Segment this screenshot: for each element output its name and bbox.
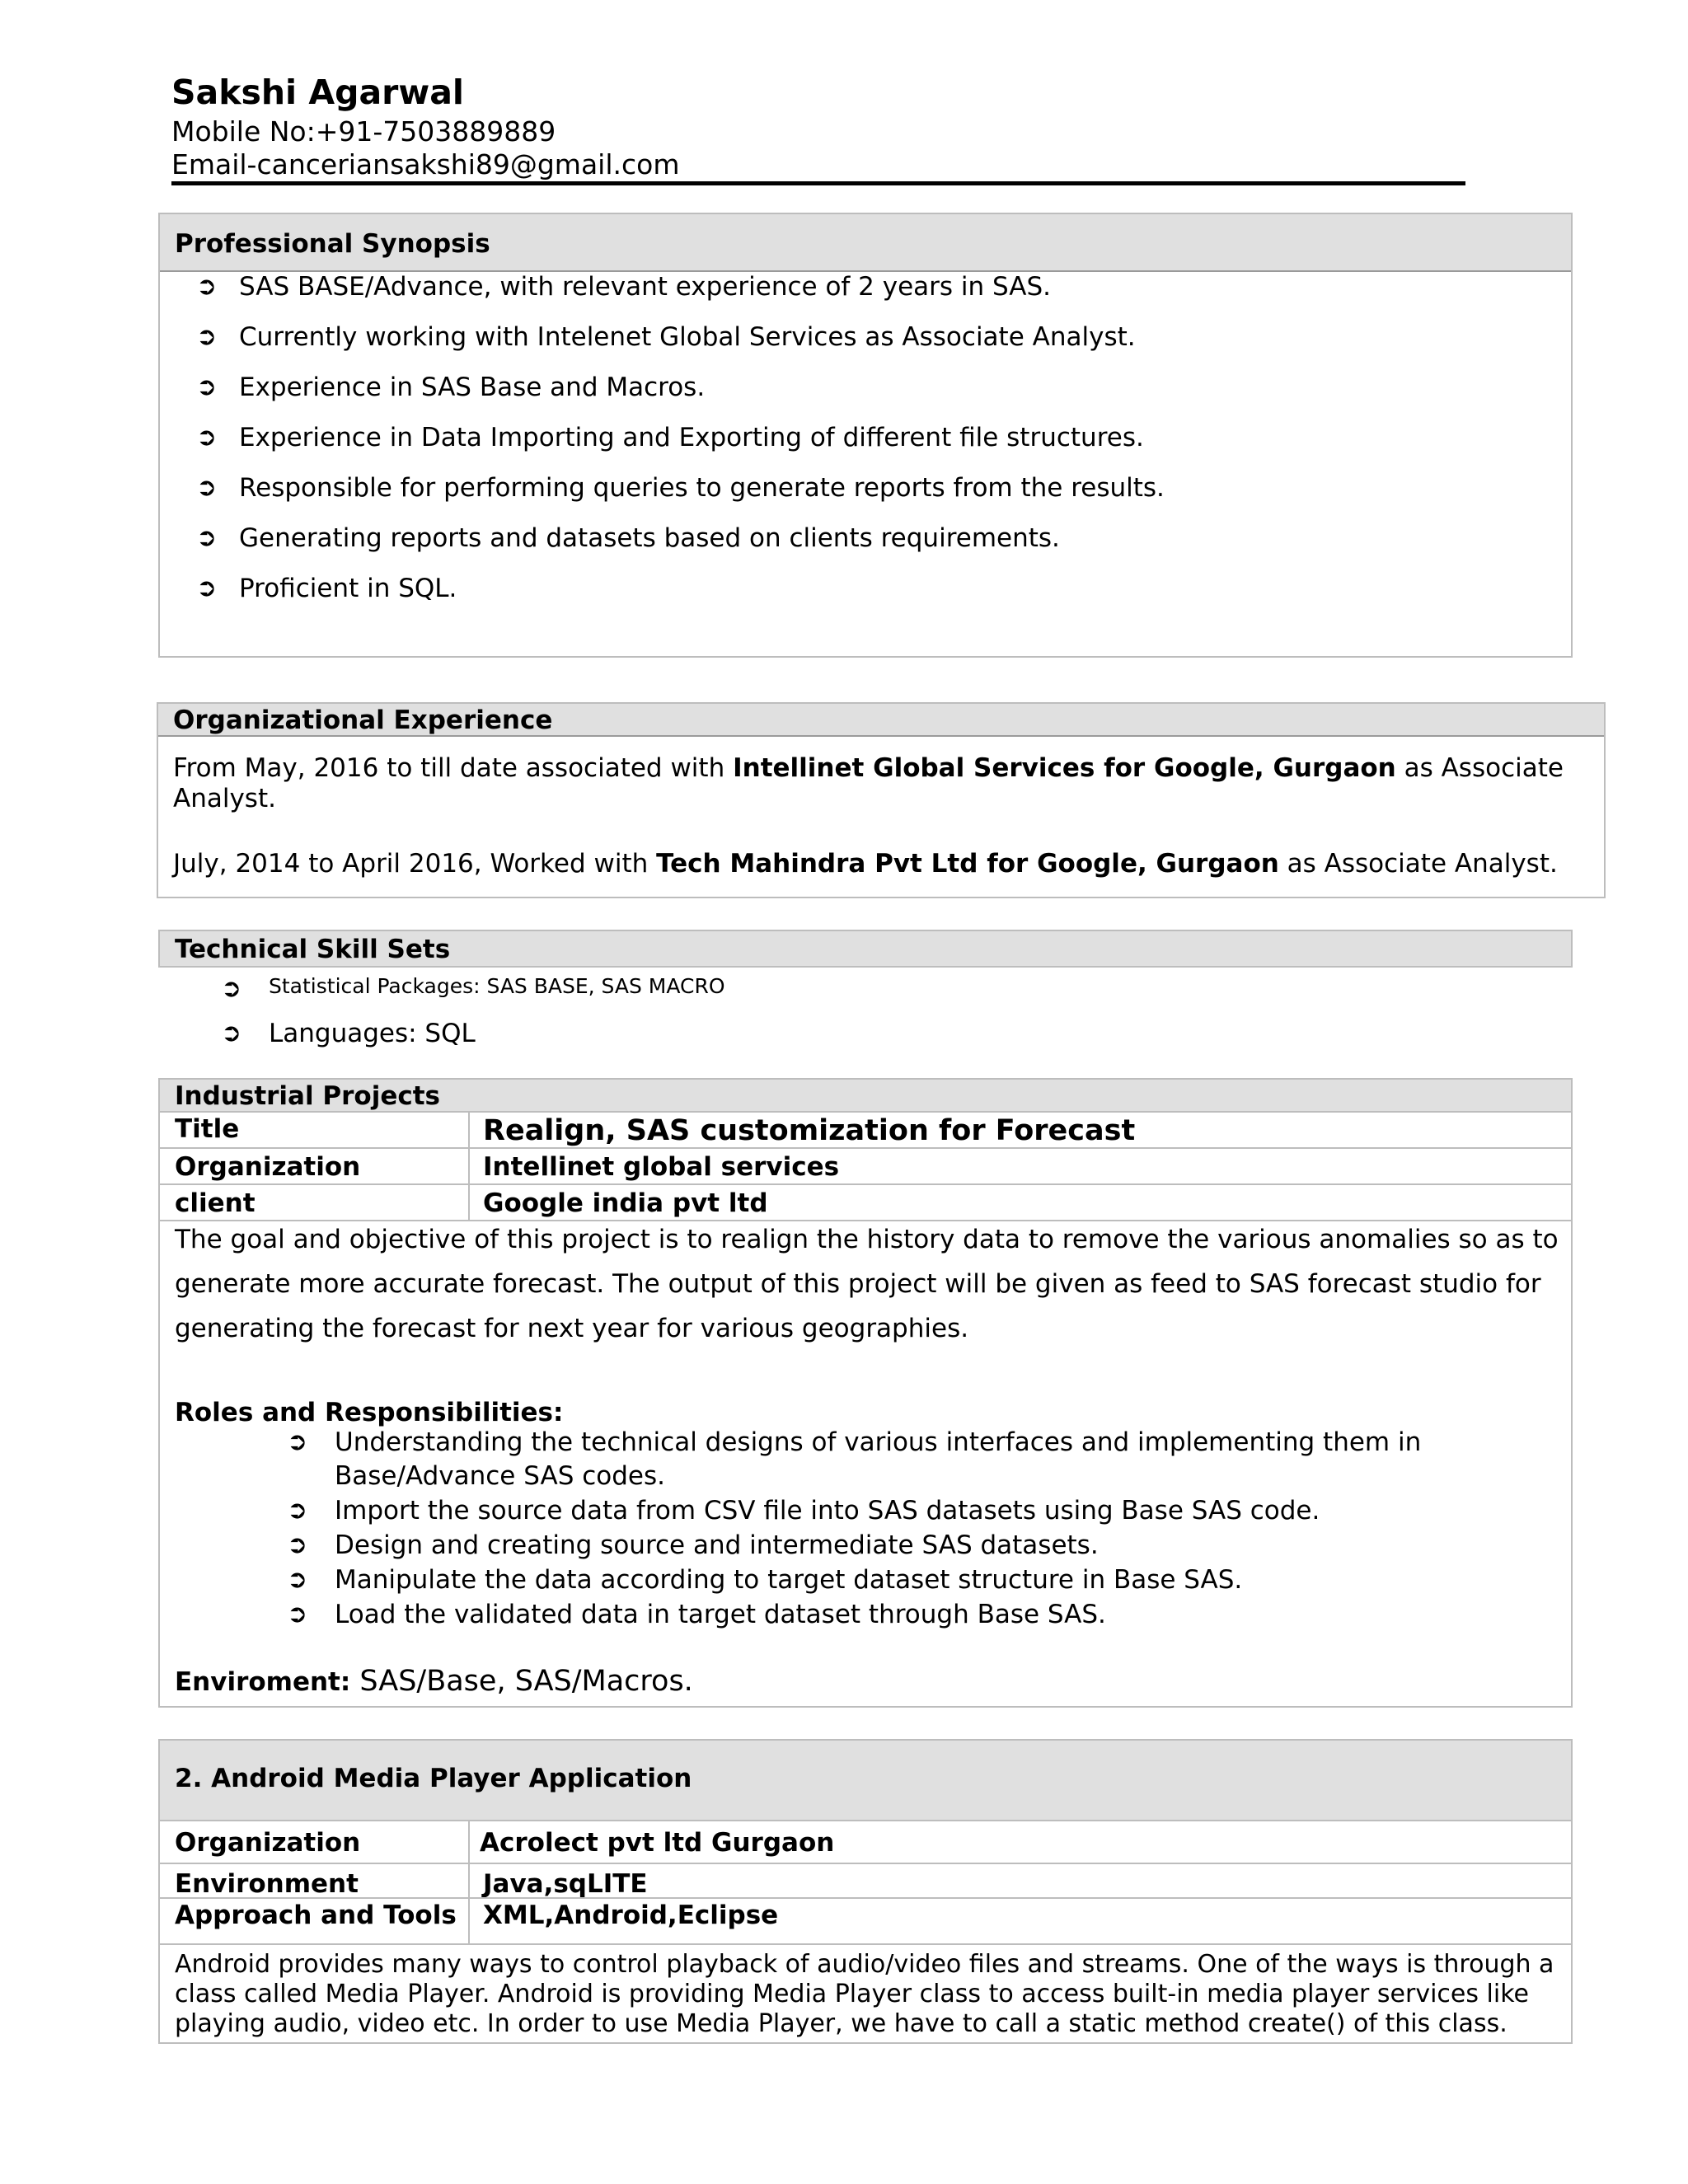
project-client-row: client Google india pvt ltd: [160, 1183, 1571, 1220]
synopsis-heading: Professional Synopsis: [175, 229, 490, 259]
arrow-bullet-icon: ➲: [221, 1019, 242, 1047]
environment-line: Enviroment: SAS/Base, SAS/Macros.: [175, 1665, 693, 1698]
arrow-bullet-icon: ➲: [196, 322, 218, 351]
experience-heading: Organizational Experience: [173, 705, 553, 735]
candidate-name: Sakshi Agarwal: [171, 73, 464, 112]
synopsis-item: ➲ SAS BASE/Advance, with relevant experience of 2 years in SAS.: [196, 272, 1052, 302]
roles-heading: Roles and Responsibilities:: [175, 1398, 564, 1427]
synopsis-item: ➲ Experience in SAS Base and Macros.: [196, 373, 706, 402]
role-item: ➲ Load the validated data in target dataset through Base SAS.: [287, 1600, 1106, 1629]
skill-item: ➲ Languages: SQL: [221, 1019, 476, 1048]
synopsis-section: [158, 213, 1573, 658]
project-title: Realign, SAS customization for Forecast: [483, 1114, 1136, 1147]
project-details: [160, 1220, 1571, 1706]
role-item-cont: Base/Advance SAS codes.: [335, 1461, 665, 1491]
project-2-desc-line: class called Media Player. Android is providing Media Player class to access built-in media player services like: [175, 1980, 1529, 2008]
role-item: ➲ Import the source data from CSV file into SAS datasets using Base SAS code.: [287, 1496, 1320, 1526]
arrow-bullet-icon: ➲: [287, 1565, 308, 1594]
header-divider: [171, 181, 1465, 185]
arrow-bullet-icon: ➲: [196, 574, 218, 602]
role-item: ➲ Understanding the technical designs of various interfaces and implementing them in: [287, 1427, 1422, 1457]
synopsis-item: ➲ Currently working with Intelenet Global Services as Associate Analyst.: [196, 322, 1136, 352]
projects-heading-bar: [160, 1080, 1571, 1111]
project-desc-line: The goal and objective of this project is to realign the history data to remove the various anomalies so as to: [175, 1225, 1559, 1254]
synopsis-item: ➲ Responsible for performing queries to generate reports from the results.: [196, 473, 1165, 503]
project-2-desc: [160, 1943, 1571, 2042]
synopsis-heading-bar: [160, 214, 1571, 272]
project-1-section: [158, 1078, 1573, 1708]
arrow-bullet-icon: ➲: [196, 473, 218, 502]
project-desc-line: generate more accurate forecast. The output of this project will be given as feed to SAS forecast studio for: [175, 1269, 1541, 1299]
project-2-tools-row: Approach and Tools XML,Android,Eclipse: [160, 1897, 1571, 1943]
role-item: ➲ Manipulate the data according to target dataset structure in Base SAS.: [287, 1565, 1243, 1595]
arrow-bullet-icon: ➲: [287, 1427, 308, 1456]
project-2-env-row: Environment Java,sqLITE: [160, 1863, 1571, 1897]
skill-item: ➲ Statistical Packages: SAS BASE, SAS MACRO: [221, 974, 725, 1003]
project-2-desc-line: Android provides many ways to control playback of audio/video files and streams. One of the ways is through a: [175, 1950, 1554, 1979]
project-2-section: [158, 1739, 1573, 2044]
synopsis-item: ➲ Experience in Data Importing and Exporting of different file structures.: [196, 423, 1144, 452]
mobile-number: Mobile No:+91-7503889889: [171, 115, 556, 148]
project-org-row: Organization Intellinet global services: [160, 1147, 1571, 1183]
experience-job-1-cont: Analyst.: [173, 784, 276, 813]
project-title-row: Title Realign, SAS customization for Forecast: [160, 1111, 1571, 1147]
experience-heading-bar: [158, 704, 1604, 737]
projects-heading: Industrial Projects: [175, 1081, 440, 1111]
arrow-bullet-icon: ➲: [196, 373, 218, 401]
skills-heading: Technical Skill Sets: [175, 935, 451, 964]
experience-job-1: From May, 2016 to till date associated with Intellinet Global Services for Google, Gurgaon as Associate: [173, 753, 1564, 783]
skills-heading-bar: [158, 930, 1573, 968]
experience-job-2: July, 2014 to April 2016, Worked with Tech Mahindra Pvt Ltd for Google, Gurgaon as Associate Analyst.: [173, 849, 1558, 879]
role-item: ➲ Design and creating source and intermediate SAS datasets.: [287, 1530, 1099, 1560]
project-2-org-row: Organization Acrolect pvt ltd Gurgaon: [160, 1820, 1571, 1863]
project-desc-line: generating the forecast for next year for various geographies.: [175, 1314, 969, 1343]
arrow-bullet-icon: ➲: [196, 423, 218, 452]
email-address: Email-canceriansakshi89@gmail.com: [171, 148, 680, 180]
arrow-bullet-icon: ➲: [287, 1496, 308, 1525]
synopsis-item: ➲ Proficient in SQL.: [196, 574, 457, 603]
arrow-bullet-icon: ➲: [196, 523, 218, 552]
project-2-heading-bar: [160, 1741, 1571, 1820]
arrow-bullet-icon: ➲: [221, 974, 242, 1003]
project-2-heading: 2. Android Media Player Application: [175, 1764, 692, 1793]
arrow-bullet-icon: ➲: [196, 272, 218, 301]
arrow-bullet-icon: ➲: [287, 1530, 308, 1559]
arrow-bullet-icon: ➲: [287, 1600, 308, 1629]
project-2-desc-line: playing audio, video etc. In order to use Media Player, we have to call a static method create() of this class.: [175, 2009, 1507, 2038]
synopsis-item: ➲ Generating reports and datasets based on clients requirements.: [196, 523, 1060, 553]
experience-section: [157, 702, 1606, 898]
